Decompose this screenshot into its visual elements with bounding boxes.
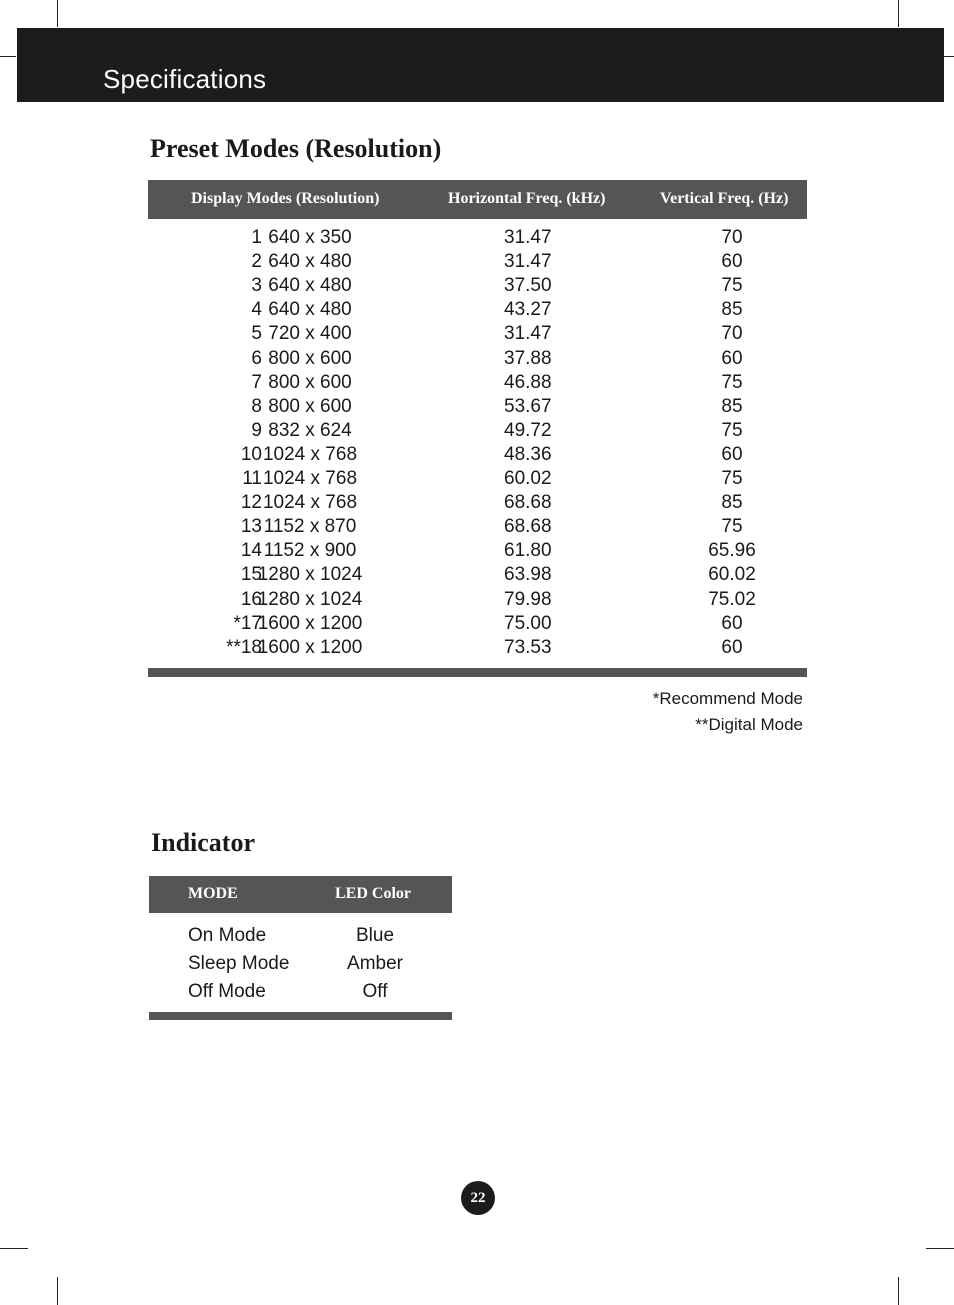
mode-horizontal-freq: 31.47 — [504, 227, 552, 248]
mode-vertical-freq-text: 60 — [721, 612, 743, 634]
mode-horizontal-freq: 49.72 — [504, 419, 552, 441]
crop-mark — [944, 56, 954, 57]
mode-horizontal-freq: 37.88 — [504, 347, 552, 369]
table-row — [148, 348, 808, 372]
table-row — [148, 444, 808, 468]
mode-vertical-freq-text: 85 — [721, 299, 743, 321]
mode-horizontal-freq: 75.00 — [504, 612, 552, 634]
note-digital-mode: **Digital Mode — [695, 715, 803, 734]
mode-horizontal-freq: 31.47 — [504, 251, 552, 273]
mode-vertical-freq-text: 70 — [721, 323, 743, 345]
mode-number: 9 — [251, 419, 262, 441]
page-number: 22 — [461, 1181, 495, 1215]
table-row — [148, 516, 808, 540]
column-header-vertical-freq: Vertical Freq. (Hz) — [660, 190, 789, 207]
mode-number: 8 — [251, 395, 262, 417]
mode-resolution-text: 1280 x 1024 — [257, 564, 363, 586]
indicator-led-color-text: Blue — [355, 925, 395, 946]
mode-number: 5 — [251, 323, 262, 345]
indicator-mode: On Mode — [188, 925, 267, 946]
mode-resolution-text: 1152 x 900 — [263, 540, 357, 562]
mode-resolution-text: 800 x 600 — [268, 371, 352, 393]
table-row — [148, 564, 808, 588]
indicator-table-header — [149, 876, 452, 913]
mode-vertical-freq-text: 75.02 — [708, 588, 756, 610]
mode-vertical-freq-text: 65.96 — [708, 540, 756, 562]
indicator-mode: Sleep Mode — [188, 953, 290, 974]
crop-mark — [57, 0, 58, 27]
mode-vertical-freq-text: 75 — [721, 516, 743, 538]
mode-number: 2 — [251, 251, 262, 273]
mode-horizontal-freq: 68.68 — [504, 492, 552, 514]
mode-resolution-text: 1024 x 768 — [262, 443, 358, 465]
mode-horizontal-freq: 37.50 — [504, 275, 552, 297]
table-row — [148, 492, 808, 516]
mode-horizontal-freq: 63.98 — [504, 564, 552, 586]
column-header-mode: MODE — [188, 885, 238, 902]
preset-modes-table-bottom-rule — [148, 668, 807, 677]
mode-number: 10 — [240, 443, 262, 465]
mode-vertical-freq-text: 75 — [721, 468, 743, 489]
mode-number: *17 — [233, 612, 262, 634]
indicator-title: Indicator — [151, 828, 255, 857]
table-row — [148, 275, 808, 299]
table-row — [148, 299, 808, 323]
crop-mark — [57, 1277, 58, 1305]
crop-mark — [898, 0, 899, 27]
mode-number: 1 — [251, 227, 262, 248]
page-header-title: Specifications — [103, 64, 267, 94]
mode-horizontal-freq: 31.47 — [504, 323, 552, 345]
crop-mark — [898, 1277, 899, 1305]
mode-number: 6 — [251, 347, 262, 369]
mode-resolution-text: 1024 x 768 — [262, 468, 358, 489]
mode-resolution-text: 1280 x 1024 — [257, 588, 363, 610]
preset-modes-table-header — [148, 180, 807, 219]
indicator-table-bottom-rule — [149, 1012, 452, 1020]
mode-horizontal-freq: 73.53 — [504, 636, 552, 658]
mode-number: 16 — [240, 588, 262, 610]
indicator-mode: Off Mode — [188, 981, 266, 1002]
mode-vertical-freq-text: 85 — [721, 492, 743, 514]
mode-vertical-freq-text: 60 — [721, 347, 743, 369]
mode-vertical-freq-text: 75 — [721, 275, 743, 297]
mode-number: 7 — [251, 371, 262, 393]
column-header-horizontal-freq: Horizontal Freq. (kHz) — [448, 190, 606, 207]
indicator-led-color-text: Amber — [347, 953, 403, 974]
crop-mark — [0, 56, 16, 57]
table-row — [148, 323, 808, 347]
mode-vertical-freq-text: 75 — [721, 419, 743, 441]
note-recommend-mode: *Recommend Mode — [652, 689, 803, 708]
table-row — [148, 613, 808, 637]
table-row — [148, 468, 808, 492]
table-row — [148, 637, 808, 661]
mode-number: 14 — [240, 540, 262, 562]
indicator-led-color-text: Off — [362, 981, 388, 1002]
mode-horizontal-freq: 43.27 — [504, 299, 552, 321]
column-header-display-modes: Display Modes (Resolution) — [191, 190, 380, 207]
table-row — [148, 540, 808, 564]
mode-horizontal-freq: 61.80 — [504, 540, 552, 562]
table-row — [148, 589, 808, 613]
table-row — [148, 251, 808, 275]
crop-mark — [926, 1248, 954, 1249]
mode-vertical-freq-text: 60 — [721, 443, 743, 465]
mode-resolution-text: 1024 x 768 — [262, 492, 358, 514]
mode-resolution-text: 640 x 480 — [268, 251, 352, 273]
mode-resolution-text: 800 x 600 — [268, 395, 352, 417]
preset-modes-title: Preset Modes (Resolution) — [150, 134, 442, 163]
mode-horizontal-freq: 46.88 — [504, 371, 552, 393]
mode-resolution-text: 1152 x 870 — [263, 516, 357, 538]
crop-mark — [0, 1248, 28, 1249]
mode-vertical-freq-text: 60 — [721, 251, 743, 273]
mode-resolution-text: 720 x 400 — [268, 323, 352, 345]
mode-resolution-text: 640 x 480 — [268, 275, 352, 297]
table-row — [148, 227, 808, 251]
mode-vertical-freq-text: 85 — [721, 395, 743, 417]
table-row — [149, 981, 452, 1009]
table-row — [149, 953, 452, 981]
mode-horizontal-freq: 68.68 — [504, 516, 552, 538]
mode-vertical-freq-text: 60 — [721, 636, 743, 658]
table-row — [148, 372, 808, 396]
mode-number: 15 — [240, 564, 262, 586]
table-row — [149, 925, 452, 953]
mode-number: 3 — [251, 275, 262, 297]
table-row — [148, 396, 808, 420]
mode-horizontal-freq: 48.36 — [504, 443, 552, 465]
mode-horizontal-freq: 60.02 — [504, 468, 552, 489]
mode-resolution-text: 640 x 350 — [268, 227, 352, 248]
mode-number: 11 — [242, 468, 262, 489]
mode-resolution-text: 640 x 480 — [268, 299, 352, 321]
mode-horizontal-freq: 79.98 — [504, 588, 552, 610]
mode-horizontal-freq: 53.67 — [504, 395, 552, 417]
mode-resolution-text: 1600 x 1200 — [257, 612, 363, 634]
mode-number: 12 — [240, 492, 262, 514]
mode-number: 4 — [251, 299, 262, 321]
table-row — [148, 420, 808, 444]
mode-vertical-freq-text: 70 — [721, 227, 743, 248]
mode-resolution-text: 800 x 600 — [268, 347, 352, 369]
mode-vertical-freq-text: 75 — [721, 371, 743, 393]
mode-number: 13 — [240, 516, 262, 538]
column-header-led-color: LED Color — [335, 885, 411, 902]
mode-resolution-text: 1600 x 1200 — [257, 636, 363, 658]
mode-vertical-freq-text: 60.02 — [708, 564, 756, 586]
mode-number: **18 — [226, 636, 262, 658]
mode-resolution-text: 832 x 624 — [268, 419, 352, 441]
